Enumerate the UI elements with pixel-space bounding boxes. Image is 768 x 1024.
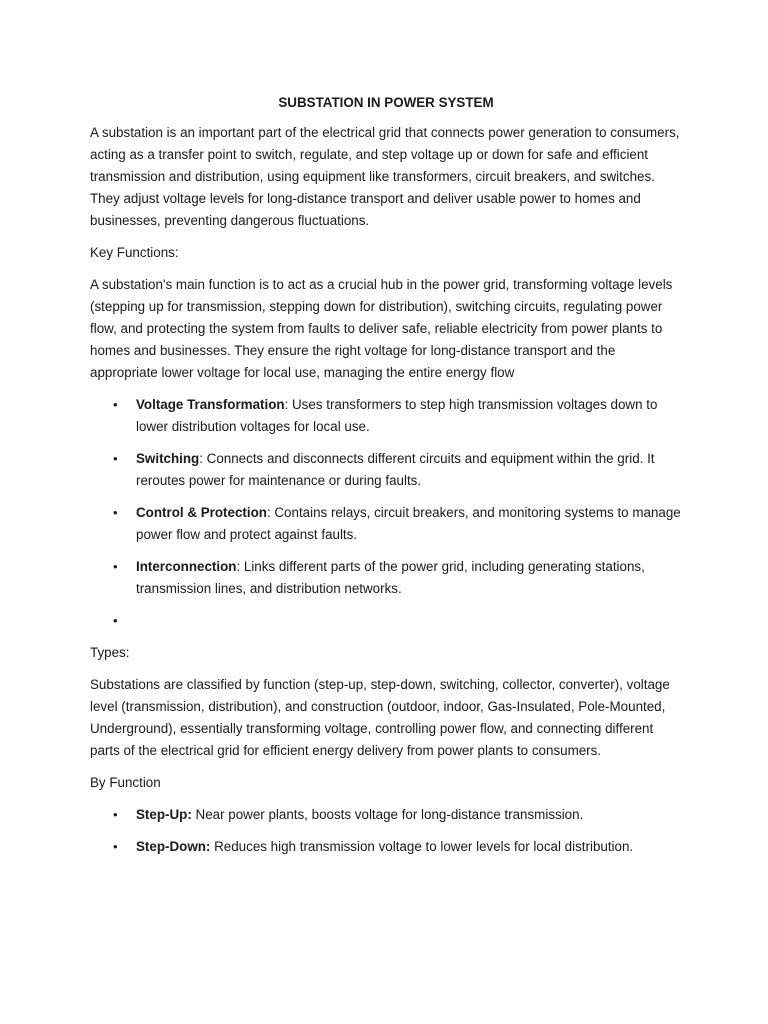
by-function-list [90,804,682,858]
bullet-icon: • [113,559,118,574]
list-item-desc: : Uses transformers to step high transmission voltages down to lower distribution voltages for local use. [136,397,658,434]
key-functions-paragraph: A substation's main function is to act as a crucial hub in the power grid, transforming voltage levels (stepping up for transmission, stepping down for distribution), switching circuits, regulating power flow, and protecting the system from faults to deliver safe, reliable electricity from power plants to homes and businesses. They ensure the right voltage for long-distance transport and the appropriate lower voltage for local use, managing the entire energy flow [90,277,673,380]
list-item-term: Voltage Transformation [136,397,285,412]
list-item [90,556,682,600]
list-item [90,804,682,826]
bullet-icon: • [113,839,118,854]
bullet-icon: • [113,451,118,466]
list-item-term: Switching [136,451,200,466]
key-functions-heading: Key Functions: [90,245,179,260]
list-item [90,394,682,438]
list-item-term: Control & Protection [136,505,267,520]
list-item [90,502,682,546]
bullet-icon: • [113,397,118,412]
bullet-icon: • [113,505,118,520]
bullet-icon: • [113,613,118,628]
functions-list [90,394,682,632]
list-item-desc: : Links different parts of the power grid, including generating stations, transmission lines, and distribution networks. [136,559,645,596]
document-title: SUBSTATION IN POWER SYSTEM [278,95,494,110]
types-heading: Types: [90,645,130,660]
list-item-desc: : Contains relays, circuit breakers, and monitoring systems to manage power flow and protect against faults. [136,505,681,542]
list-item [90,448,682,492]
list-item-desc: Near power plants, boosts voltage for long-distance transmission. [191,807,584,822]
bullet-icon: • [113,807,118,822]
list-item-desc: : Connects and disconnects different circuits and equipment within the grid. It reroutes power for maintenance or during faults. [136,451,655,488]
intro-paragraph: A substation is an important part of the electrical grid that connects power generation to consumers, acting as a transfer point to switch, regulate, and step voltage up or down for safe and efficient transmission and distribution, using equipment like transformers, circuit breakers, and switches. They adjust voltage levels for long-distance transport and deliver usable power to homes and businesses, preventing dangerous fluctuations. [90,125,680,228]
list-item-term: Interconnection [136,559,237,574]
list-item-desc: Reduces high transmission voltage to lower levels for local distribution. [210,839,634,854]
list-item-term: Step-Up: [136,807,192,822]
list-item-term: Step-Down: [136,839,211,854]
empty-list-item [90,610,682,632]
by-function-heading: By Function [90,775,161,790]
list-item [90,836,682,858]
types-paragraph: Substations are classified by function (step-up, step-down, switching, collector, converter), voltage level (transmission, distribution), and construction (outdoor, indoor, Gas-Insulated, Pole-Mounted, Underground), essentially transforming voltage, controlling power flow, and connecting different parts of the electrical grid for efficient energy delivery from power plants to consumers. [90,677,670,758]
